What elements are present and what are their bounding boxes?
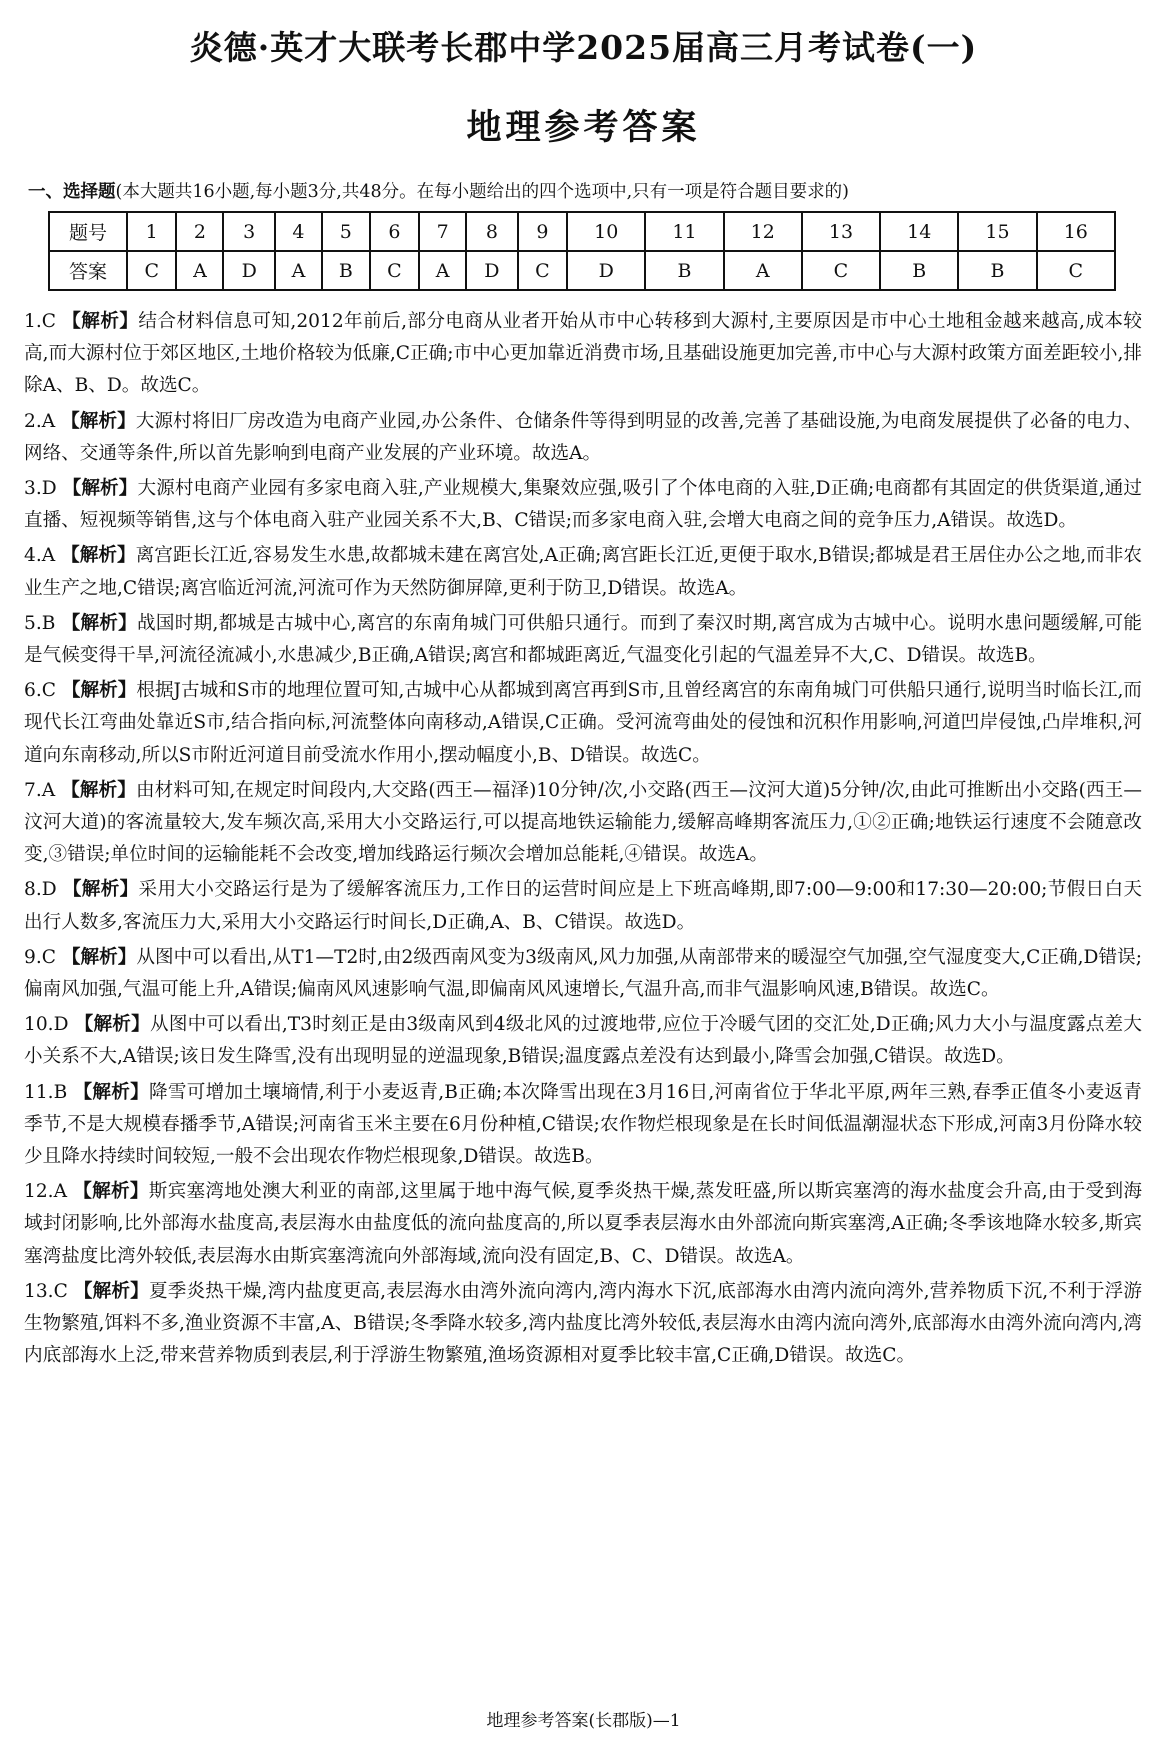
section-note: (本大题共16小题,每小题3分,共48分。在每小题给出的四个选项中,只有一项是符合题目要求的) xyxy=(115,182,850,202)
question-number: 2.A xyxy=(24,410,56,432)
question-number: 12.A xyxy=(24,1181,67,1203)
answer-cell: D xyxy=(466,251,518,290)
analysis-tag: 【解析】 xyxy=(73,1081,149,1103)
question-number-cell: 15 xyxy=(958,212,1036,251)
analysis-tag: 【解析】 xyxy=(62,879,139,901)
question-number: 13.C xyxy=(24,1280,68,1302)
explanation-text: 降雪可增加土壤墒情,利于小麦返青,B正确;本次降雪出现在3月16日,河南省位于华北平原,两年三熟,春季正值冬小麦返青季节,不是大规模春播季节,A错误;河南省玉米主要在6月份种植,C错误;农作物烂根现象是在长时间低温潮湿状态下形成,河南3月份降水较少且降水持续时间较短,一般不会出现农作物烂根现象,D错误。故选B。 xyxy=(24,1081,1142,1168)
answer-cell: D xyxy=(223,251,275,290)
question-number-cell: 7 xyxy=(419,212,466,251)
answer-row xyxy=(49,251,1115,290)
question-number-cell: 12 xyxy=(724,212,802,251)
analysis-tag: 【解析】 xyxy=(62,311,139,332)
answer-cell: A xyxy=(275,251,322,290)
explanation-item xyxy=(24,1077,1142,1174)
answer-cell: B xyxy=(322,251,370,290)
question-number-cell: 5 xyxy=(322,212,370,251)
question-number-cell: 9 xyxy=(518,212,567,251)
analysis-tag: 【解析】 xyxy=(73,1181,149,1203)
answer-cell: A xyxy=(724,251,802,290)
question-number-cell: 10 xyxy=(567,212,645,251)
question-number: 8.D xyxy=(24,879,57,901)
question-number-cell: 8 xyxy=(466,212,518,251)
question-number: 6.C xyxy=(24,680,56,702)
explanation-text: 大源村电商产业园有多家电商入驻,产业规模大,集聚效应强,吸引了个体电商的入驻,D正确;电商都有其固定的供货渠道,通过直播、短视频等销售,这与个体电商入驻产业园关系不大,B、C错误;而多家电商入驻,会增大电商之间的竞争压力,A错误。故选D。 xyxy=(24,478,1142,532)
explanation-item xyxy=(24,406,1142,470)
analysis-tag: 【解析】 xyxy=(73,1280,149,1302)
explanation-item xyxy=(24,473,1142,537)
explanation-text: 大源村将旧厂房改造为电商产业园,办公条件、仓储条件等得到明显的改善,完善了基础设施,为电商发展提供了必备的电力、网络、交通等条件,所以首先影响到电商产业发展的产业环境。故选A。 xyxy=(24,410,1142,464)
section-lead: 一、选择题 xyxy=(28,182,116,202)
explanation-item xyxy=(24,675,1142,772)
question-number-cell: 3 xyxy=(223,212,275,251)
explanation-text: 夏季炎热干燥,湾内盐度更高,表层海水由湾外流向湾内,湾内海水下沉,底部海水由湾内流向湾外,营养物质下沉,不利于浮游生物繁殖,饵料不多,渔业资源不丰富,A、B错误;冬季降水较多,湾内盐度比湾外较低,表层海水由湾内流向湾外,底部海水由湾外流向湾内,湾内底部海水上泛,带来营养物质到表层,利于浮游生物繁殖,渔场资源相对夏季比较丰富,C正确,D错误。故选C。 xyxy=(24,1280,1142,1367)
answer-cell: B xyxy=(645,251,723,290)
analysis-tag: 【解析】 xyxy=(61,612,138,634)
document-subtitle: 地理参考答案 xyxy=(466,107,701,148)
answer-cell: C xyxy=(802,251,880,290)
question-number: 4.A xyxy=(24,545,56,567)
explanation-item xyxy=(24,775,1142,872)
explanation-text: 由材料可知,在规定时间段内,大交路(西王—福泽)10分钟/次,小交路(西王—汶河大道)5分钟/次,由此可推断出小交路(西王—汶河大道)的客流量较大,发车频次高,采用大小交路运行,可以提高地铁运输能力,缓解高峰期客流压力,①②正确;地铁运行速度不会随意改变,③错误;单位时间的运输能耗不会改变,增加线路运行频次会增加总能耗,④错误。故选A。 xyxy=(24,779,1142,866)
answer-cell: C xyxy=(518,251,567,290)
page-footer: 地理参考答案(长郡版)—1 xyxy=(486,1711,681,1731)
exam-title: 炎德·英才大联考长郡中学2025届高三月考试卷(一) xyxy=(189,28,978,67)
question-number-cell: 4 xyxy=(275,212,322,251)
explanation-item xyxy=(24,306,1142,403)
explanation-item xyxy=(24,1276,1142,1373)
explanation-list xyxy=(24,306,1142,1376)
answer-table xyxy=(48,211,1116,291)
answer-cell: D xyxy=(567,251,645,290)
explanation-text: 从图中可以看出,从T1—T2时,由2级西南风变为3级南风,风力加强,从南部带来的暖湿空气加强,空气湿度变大,C正确,D错误;偏南风加强,气温可能上升,A错误;偏南风风速影响气温,即偏南风风速增长,气温升高,而非气温影响风速,B错误。故选C。 xyxy=(24,946,1142,1001)
analysis-tag: 【解析】 xyxy=(61,946,137,968)
question-number: 7.A xyxy=(24,779,56,801)
explanation-text: 战国时期,都城是古城中心,离宫的东南角城门可供船只通行。而到了秦汉时期,离宫成为古城中心。说明水患问题缓解,可能是气候变得干旱,河流径流减小,水患减少,B正确,A错误;离宫和都城距离近,气温变化引起的气温差异不大,C、D错误。故选B。 xyxy=(24,612,1142,667)
question-number-row xyxy=(49,212,1115,251)
row-label-question: 题号 xyxy=(49,212,127,251)
question-number: 5.B xyxy=(24,612,56,634)
question-number: 10.D xyxy=(24,1014,69,1036)
explanation-item xyxy=(24,1176,1142,1273)
question-number-cell: 6 xyxy=(370,212,419,251)
analysis-tag: 【解析】 xyxy=(61,779,136,801)
analysis-tag: 【解析】 xyxy=(61,545,136,567)
analysis-tag: 【解析】 xyxy=(61,680,137,702)
question-number-cell: 11 xyxy=(645,212,723,251)
explanation-text: 结合材料信息可知,2012年前后,部分电商从业者开始从市中心转移到大源村,主要原因是市中心土地租金越来越高,成本较高,而大源村位于郊区地区,土地价格较为低廉,C正确;市中心更加靠近消费市场,且基础设施更加完善,市中心与大源村政策方面差距较小,排除A、B、D。故选C。 xyxy=(24,311,1142,397)
question-number: 3.D xyxy=(24,478,57,500)
explanation-item xyxy=(24,1009,1142,1073)
analysis-tag: 【解析】 xyxy=(74,1014,150,1036)
answer-cell: C xyxy=(370,251,419,290)
explanation-item xyxy=(24,608,1142,672)
explanation-text: 斯宾塞湾地处澳大利亚的南部,这里属于地中海气候,夏季炎热干燥,蒸发旺盛,所以斯宾塞湾的海水盐度会升高,由于受到海域封闭影响,比外部海水盐度高,表层海水由盐度低的流向盐度高的,所以夏季表层海水由外部流向斯宾塞湾,A正确;冬季该地降水较多,斯宾塞湾盐度比湾外较低,表层海水由斯宾塞湾流向外部海域,流向没有固定,B、C、D错误。故选A。 xyxy=(24,1181,1142,1267)
question-number: 11.B xyxy=(24,1081,68,1103)
answer-cell: B xyxy=(880,251,958,290)
question-number-cell: 16 xyxy=(1037,212,1115,251)
answer-cell: B xyxy=(958,251,1036,290)
answer-cell: C xyxy=(127,251,176,290)
question-number-cell: 14 xyxy=(880,212,958,251)
explanation-item xyxy=(24,540,1142,604)
section-heading xyxy=(28,178,1148,203)
row-label-answer: 答案 xyxy=(49,251,127,290)
explanation-text: 离宫距长江近,容易发生水患,故都城未建在离宫处,A正确;离宫距长江近,更便于取水,B错误;都城是君王居住办公之地,而非农业生产之地,C错误;离宫临近河流,河流可作为天然防御屏障,更利于防卫,D错误。故选A。 xyxy=(24,545,1142,599)
explanation-item xyxy=(24,942,1142,1006)
answer-cell: C xyxy=(1037,251,1115,290)
answer-cell: A xyxy=(176,251,223,290)
analysis-tag: 【解析】 xyxy=(62,478,138,500)
question-number: 9.C xyxy=(24,946,56,968)
question-number: 1.C xyxy=(24,311,56,332)
question-number-cell: 2 xyxy=(176,212,223,251)
question-number-cell: 13 xyxy=(802,212,880,251)
explanation-item xyxy=(24,874,1142,938)
explanation-text: 从图中可以看出,T3时刻正是由3级南风到4级北风的过渡地带,应位于冷暖气团的交汇处,D正确;风力大小与温度露点差大小关系不大,A错误;该日发生降雪,没有出现明显的逆温现象,B错误;温度露点差没有达到最小,降雪会加强,C错误。故选D。 xyxy=(24,1014,1142,1068)
question-number-cell: 1 xyxy=(127,212,176,251)
explanation-text: 采用大小交路运行是为了缓解客流压力,工作日的运营时间应是上下班高峰期,即7:00—9:00和17:30—20:00;节假日白天出行人数多,客流压力大,采用大小交路运行时间长,D正确,A、B、C错误。故选D。 xyxy=(24,879,1142,933)
answer-cell: A xyxy=(419,251,466,290)
analysis-tag: 【解析】 xyxy=(61,410,136,432)
explanation-text: 根据J古城和S市的地理位置可知,古城中心从都城到离宫再到S市,且曾经离宫的东南角城门可供船只通行,说明当时临长江,而现代长江弯曲处靠近S市,结合指向标,河流整体向南移动,A错误,C正确。受河流弯曲处的侵蚀和沉积作用影响,河道凹岸侵蚀,凸岸堆积,河道向东南移动,所以S市附近河道目前受流水作用小,摆动幅度小,B、D错误。故选C。 xyxy=(24,680,1142,766)
